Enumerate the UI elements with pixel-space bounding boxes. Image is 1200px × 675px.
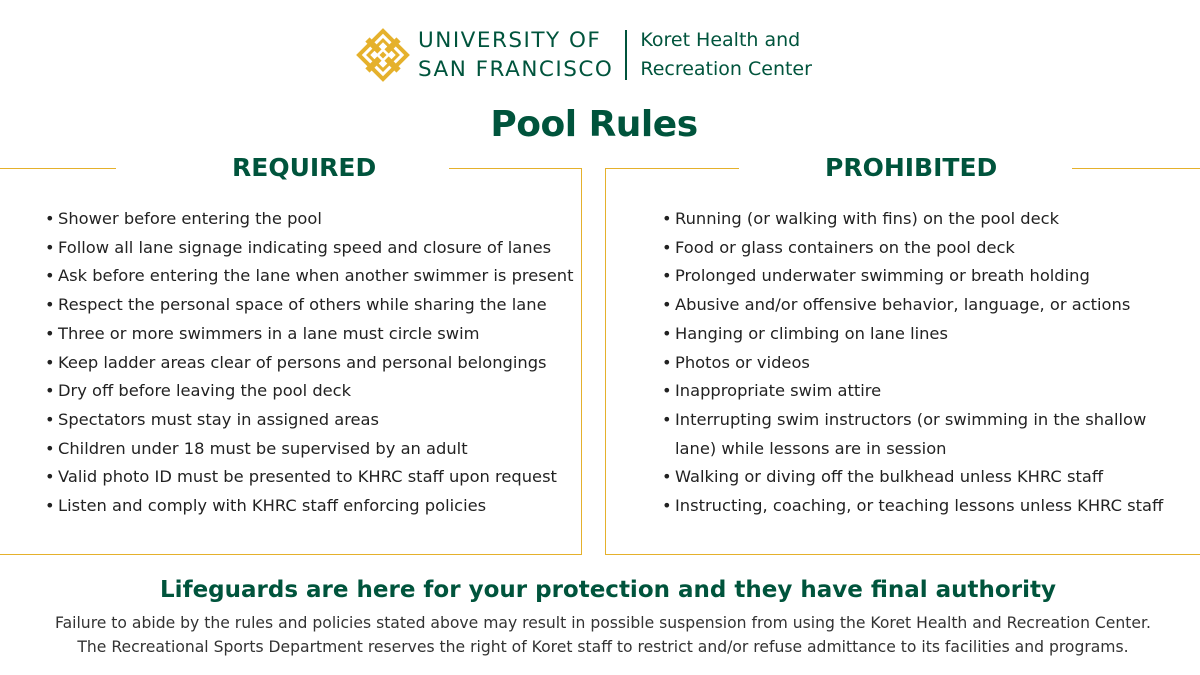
header-divider <box>625 30 627 80</box>
list-item-text: Interrupting swim instructors (or swimming in the shallow <box>675 409 1147 429</box>
header <box>355 26 812 84</box>
required-rule-list <box>45 205 573 521</box>
list-item: • Walking or diving off the bulkhead unless KHRC staff <box>662 463 1163 492</box>
prohibited-heading: PROHIBITED <box>825 153 998 182</box>
list-item: • Running (or walking with fins) on the pool deck <box>662 205 1163 234</box>
center-line-2: Recreation Center <box>640 58 812 80</box>
list-item: • Abusive and/or offensive behavior, language, or actions <box>662 291 1163 320</box>
university-name <box>418 26 613 84</box>
university-line-2: SAN FRANCISCO <box>418 57 614 82</box>
list-item: • Ask before entering the lane when another swimmer is present <box>45 262 573 291</box>
center-name <box>640 26 812 84</box>
page-title: Pool Rules <box>490 104 698 145</box>
prohibited-rule-list <box>662 205 1163 521</box>
prohibited-top-border-right <box>1072 168 1200 169</box>
list-item: • Photos or videos <box>662 349 1163 378</box>
center-line-1: Koret Health and <box>640 29 801 51</box>
lifeguard-tagline: Lifeguards are here for your protection and they have final authority <box>160 577 1056 603</box>
list-item: • Prolonged underwater swimming or breath holding <box>662 262 1163 291</box>
list-item: • Keep ladder areas clear of persons and personal belongings <box>45 349 573 378</box>
list-item: • Children under 18 must be supervised by an adult <box>45 435 573 464</box>
list-item: • Shower before entering the pool <box>45 205 573 234</box>
footer-line-2: The Recreational Sports Department reserves the right of Koret staff to restrict and/or refuse admittance to its facilities and programs. <box>77 638 1129 656</box>
list-item: • Inappropriate swim attire <box>662 377 1163 406</box>
university-line-1: UNIVERSITY OF <box>418 28 602 53</box>
list-item: • Follow all lane signage indicating speed and closure of lanes <box>45 234 573 263</box>
list-item: • Three or more swimmers in a lane must circle swim <box>45 320 573 349</box>
required-top-border-left <box>0 168 116 169</box>
footer-line-1: Failure to abide by the rules and policies stated above may result in possible suspension from using the Koret Health and Recreation Center. <box>55 614 1151 632</box>
required-panel <box>0 153 582 555</box>
list-item: • Food or glass containers on the pool deck <box>662 234 1163 263</box>
list-item-continuation: lane) while lessons are in session <box>675 438 947 458</box>
usf-crest-icon <box>355 27 411 83</box>
list-item: • Listen and comply with KHRC staff enforcing policies <box>45 492 573 521</box>
required-heading: REQUIRED <box>232 153 377 182</box>
list-item: • Dry off before leaving the pool deck <box>45 377 573 406</box>
list-item: • Instructing, coaching, or teaching lessons unless KHRC staff <box>662 492 1163 521</box>
footer-disclaimer <box>0 611 1200 659</box>
list-item: • Respect the personal space of others while sharing the lane <box>45 291 573 320</box>
list-item: • Valid photo ID must be presented to KHRC staff upon request <box>45 463 573 492</box>
list-item <box>662 406 1163 463</box>
required-top-border-right <box>449 168 581 169</box>
list-item: • Hanging or climbing on lane lines <box>662 320 1163 349</box>
prohibited-panel <box>605 153 1200 555</box>
prohibited-top-border-left <box>606 168 739 169</box>
list-item: • Spectators must stay in assigned areas <box>45 406 573 435</box>
